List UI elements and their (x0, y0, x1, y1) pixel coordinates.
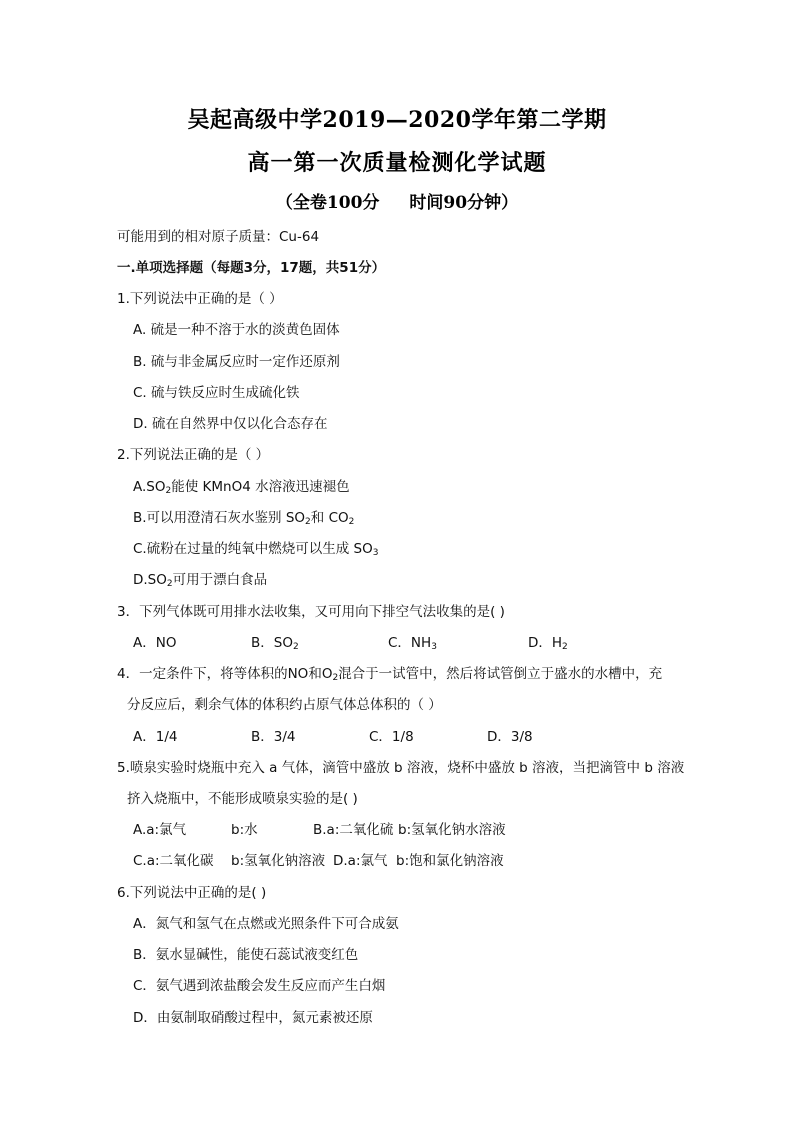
question-5-stem-line1: 5.喷泉实验时烧瓶中充入 a 气体，滴管中盛放 b 溶液，烧杯中盛放 b 溶液，当把滴管中 b 溶液 (117, 760, 685, 776)
question-2-option-d: $D.SO_2$可用于漂白食品 (133, 572, 268, 589)
question-1-option-a: A. 硫是一种不溶于水的淡黄色固体 (133, 322, 340, 338)
atomic-mass-note: 可能用到的相对原子质量：Cu-64 (117, 229, 320, 245)
question-3-stem: 3．下列气体既可用排水法收集，又可用向下排空气法收集的是( ) (117, 604, 505, 620)
question-4-option-a: A．1/4 (133, 729, 178, 745)
question-6-option-c: C．氨气遇到浓盐酸会发生反应而产生白烟 (133, 978, 386, 994)
exam-title-school: 吴起高级中学2019—2020学年第二学期 (187, 107, 607, 133)
question-6-option-d: D．由氨制取硝酸过程中，氮元素被还原 (133, 1010, 373, 1026)
question-5-option-b-gas: B.a:二氧化硫 (313, 822, 394, 838)
exam-meta-score: （全卷100分 (275, 193, 380, 213)
question-5-option-a-solution: b:水 (231, 822, 258, 838)
exam-title-subject: 高一第一次质量检测化学试题 (247, 150, 547, 176)
question-5-option-c-gas: C.a:二氧化碳 (133, 853, 214, 869)
question-5-option-a-gas: A.a:氯气 (133, 822, 187, 838)
question-1-option-d: D. 硫在自然界中仅以化合态存在 (133, 416, 328, 432)
question-5-option-b-solution: b:氢氧化钠水溶液 (398, 822, 506, 838)
question-5-option-d-solution: b:饱和氯化钠溶液 (396, 853, 504, 869)
question-6-option-a: A．氮气和氢气在点燃或光照条件下可合成氨 (133, 916, 399, 932)
question-4-option-c: C．1/8 (369, 729, 414, 745)
question-5-stem-line2: 挤入烧瓶中，不能形成喷泉实验的是( ) (127, 791, 358, 807)
question-5-option-c-solution: b:氢氧化钠溶液 (231, 853, 326, 869)
question-1-option-c: C. 硫与铁反应时生成硫化铁 (133, 385, 300, 401)
question-6-stem: 6.下列说法中正确的是( ) (117, 885, 267, 901)
section-heading: 一.单项选择题（每题3分，17题，共51分） (117, 260, 386, 276)
question-2-option-a: $A.SO_2$能使 KMnO4 水溶液迅速褪色 (133, 479, 350, 496)
question-4-stem-line2: 分反应后，剩余气体的体积约占原气体总体积的（ ） (127, 697, 442, 713)
question-3-option-d: D．$H_2$ (528, 635, 568, 652)
question-2-option-b: B.可以用澄清石灰水鉴别 $SO_2$和 $CO_2$ (133, 510, 355, 527)
question-1-option-b: B. 硫与非金属反应时一定作还原剂 (133, 354, 340, 370)
question-1-stem: 1.下列说法中正确的是（ ） (117, 291, 283, 307)
question-3-option-c: C．$NH_3$ (388, 635, 437, 652)
question-4-option-b: B．3/4 (251, 729, 296, 745)
exam-meta-time: 时间90分钟） (409, 193, 519, 213)
question-4-option-d: D．3/8 (487, 729, 533, 745)
exam-meta (0, 188, 794, 213)
question-3-option-a: A．NO (133, 635, 177, 651)
question-2-option-c: C.硫粉在过量的纯氧中燃烧可以生成 $SO_3$ (133, 541, 379, 558)
question-2-stem: 2.下列说法正确的是（ ） (117, 447, 270, 463)
question-5-option-d-gas: D.a:氯气 (333, 853, 388, 869)
question-3-option-b: B．$SO_2$ (251, 635, 299, 652)
question-4-stem-line1: 4．一定条件下，将等体积的NO和$O_2$混合于一试管中，然后将试管倒立于盛水的水槽中，充 (117, 666, 663, 683)
question-6-option-b: B．氨水显碱性，能使石蕊试液变红色 (133, 947, 359, 963)
